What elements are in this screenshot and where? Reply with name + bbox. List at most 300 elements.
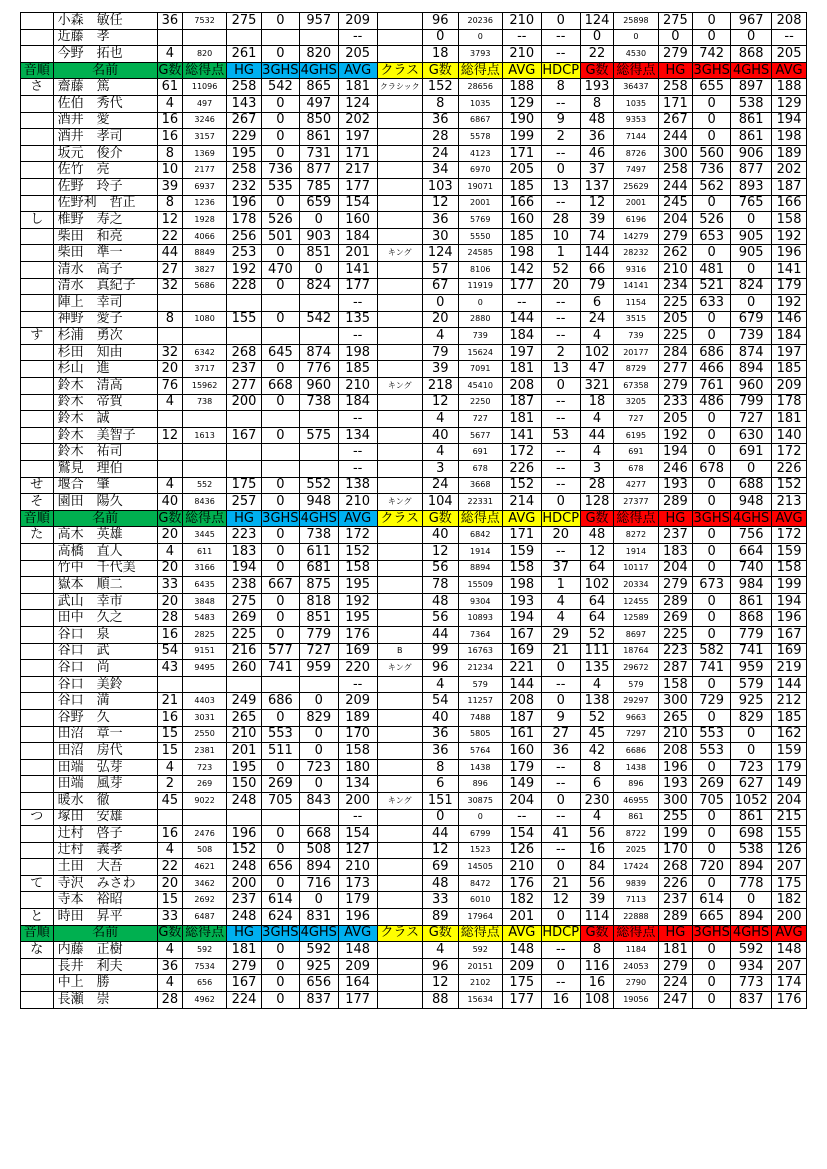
score-cell: 164: [338, 975, 377, 992]
score-cell: 177: [502, 992, 541, 1009]
score-cell: [377, 295, 422, 312]
score-cell: 205: [338, 46, 377, 63]
score-cell: 18: [580, 394, 614, 411]
kana-index: [21, 129, 54, 146]
score-cell: 21: [541, 643, 580, 660]
player-name: 佐野利 哲正: [53, 195, 157, 212]
player-name: 園田 陽久: [53, 494, 157, 511]
player-row: [21, 228, 807, 245]
score-cell: 16763: [458, 643, 502, 660]
score-cell: 194: [658, 444, 693, 461]
score-cell: 24585: [458, 245, 502, 262]
score-cell: 7534: [183, 958, 227, 975]
player-row: [21, 378, 807, 395]
score-cell: 28: [580, 477, 614, 494]
player-row: [21, 792, 807, 809]
player-name: 寺沢 みさわ: [53, 875, 157, 892]
score-cell: [377, 560, 422, 577]
score-cell: 785: [299, 178, 338, 195]
column-header: 3GHS: [693, 925, 730, 941]
score-cell: 861: [614, 809, 658, 826]
score-cell: 686: [693, 344, 731, 361]
score-cell: 258: [227, 79, 262, 96]
score-cell: 4: [157, 544, 182, 561]
score-cell: 0: [299, 212, 338, 229]
score-cell: 202: [772, 162, 807, 179]
kana-index: [21, 577, 54, 594]
score-cell: 11257: [458, 693, 502, 710]
score-cell: [157, 411, 182, 428]
score-cell: 12: [422, 975, 458, 992]
score-cell: 36: [157, 13, 182, 30]
score-cell: 691: [458, 444, 502, 461]
score-cell: 0: [541, 162, 580, 179]
score-cell: 84: [580, 859, 614, 876]
score-cell: 27377: [614, 494, 658, 511]
score-cell: 96: [422, 958, 458, 975]
score-cell: 7113: [614, 892, 658, 909]
score-cell: 0: [658, 29, 693, 46]
kana-index: [21, 643, 54, 660]
score-cell: 193: [658, 477, 693, 494]
score-cell: 0: [731, 261, 772, 278]
score-cell: 736: [261, 162, 299, 179]
score-cell: 4: [422, 676, 458, 693]
score-cell: 5805: [458, 726, 502, 743]
score-cell: 14505: [458, 859, 502, 876]
score-cell: 0: [693, 709, 731, 726]
score-cell: 7297: [614, 726, 658, 743]
score-cell: 178: [227, 212, 262, 229]
score-cell: 742: [693, 46, 731, 63]
score-cell: 6937: [183, 178, 227, 195]
score-cell: 210: [502, 859, 541, 876]
score-cell: 189: [772, 145, 807, 162]
score-cell: 196: [227, 826, 262, 843]
score-cell: 279: [658, 46, 693, 63]
player-row: [21, 444, 807, 461]
score-cell: 248: [227, 792, 262, 809]
player-name: 椎野 寿之: [53, 212, 157, 229]
score-cell: 245: [658, 195, 693, 212]
score-cell: 36: [422, 743, 458, 760]
player-row: [21, 958, 807, 975]
score-cell: クラシック: [377, 79, 422, 96]
score-cell: 22888: [614, 909, 658, 926]
player-row: [21, 759, 807, 776]
player-row: [21, 593, 807, 610]
score-cell: 181: [658, 942, 693, 959]
score-cell: 4: [422, 328, 458, 345]
score-cell: 28: [422, 129, 458, 146]
kana-index: さ: [21, 79, 54, 96]
score-cell: 160: [338, 212, 377, 229]
score-cell: 8: [157, 311, 182, 328]
score-cell: 8697: [614, 626, 658, 643]
score-cell: 300: [658, 145, 693, 162]
score-cell: 698: [731, 826, 772, 843]
score-cell: 12589: [614, 610, 658, 627]
score-cell: [183, 461, 227, 478]
column-header: AVG: [502, 925, 541, 942]
player-row: [21, 527, 807, 544]
player-row: [21, 112, 807, 129]
score-cell: [261, 29, 299, 46]
column-header: G数: [422, 510, 458, 527]
column-header: AVG: [772, 510, 807, 527]
score-cell: 0: [261, 842, 299, 859]
score-cell: 289: [658, 909, 693, 926]
score-cell: 202: [338, 112, 377, 129]
score-cell: [299, 461, 338, 478]
score-cell: 2825: [183, 626, 227, 643]
score-cell: [377, 228, 422, 245]
score-cell: --: [502, 295, 541, 312]
score-cell: 39: [580, 892, 614, 909]
score-cell: --: [502, 29, 541, 46]
score-cell: 267: [227, 112, 262, 129]
score-cell: 124: [580, 13, 614, 30]
score-cell: 205: [658, 311, 693, 328]
score-cell: 5550: [458, 228, 502, 245]
score-cell: 196: [227, 195, 262, 212]
score-cell: 218: [422, 378, 458, 395]
score-cell: 538: [731, 95, 772, 112]
score-cell: 868: [731, 610, 772, 627]
player-row: [21, 942, 807, 959]
score-cell: [377, 593, 422, 610]
score-cell: 765: [731, 195, 772, 212]
player-name: 柴田 準一: [53, 245, 157, 262]
score-cell: 179: [502, 759, 541, 776]
score-cell: 2550: [183, 726, 227, 743]
score-cell: 216: [227, 643, 262, 660]
score-cell: 185: [338, 361, 377, 378]
score-cell: 1523: [458, 842, 502, 859]
score-cell: 134: [338, 776, 377, 793]
score-cell: 209: [502, 958, 541, 975]
score-cell: 4: [157, 46, 182, 63]
player-row: [21, 859, 807, 876]
score-cell: [299, 809, 338, 826]
player-row: [21, 344, 807, 361]
score-cell: 30: [422, 228, 458, 245]
player-row: [21, 892, 807, 909]
score-cell: 237: [658, 892, 693, 909]
score-cell: 12: [580, 195, 614, 212]
score-cell: 20: [157, 527, 182, 544]
score-cell: 736: [693, 162, 731, 179]
score-cell: 624: [261, 909, 299, 926]
score-cell: 466: [693, 361, 731, 378]
score-cell: 6196: [614, 212, 658, 229]
score-cell: 226: [502, 461, 541, 478]
score-cell: 142: [502, 261, 541, 278]
score-cell: 5686: [183, 278, 227, 295]
score-cell: 196: [772, 610, 807, 627]
score-cell: 15: [157, 743, 182, 760]
player-row: [21, 46, 807, 63]
score-cell: 194: [227, 560, 262, 577]
score-cell: 0: [693, 610, 731, 627]
score-cell: 66: [580, 261, 614, 278]
player-row: [21, 461, 807, 478]
score-cell: 262: [658, 245, 693, 262]
score-cell: 172: [772, 527, 807, 544]
score-cell: 0: [261, 494, 299, 511]
score-cell: キング: [377, 660, 422, 677]
score-cell: 691: [614, 444, 658, 461]
score-cell: 192: [227, 261, 262, 278]
score-cell: [377, 95, 422, 112]
score-cell: 861: [731, 809, 772, 826]
score-cell: 960: [299, 378, 338, 395]
player-name: 塚田 安雄: [53, 809, 157, 826]
score-cell: 287: [658, 660, 693, 677]
player-name: 辻村 啓子: [53, 826, 157, 843]
score-cell: 5769: [458, 212, 502, 229]
score-cell: --: [541, 145, 580, 162]
score-cell: 167: [227, 975, 262, 992]
score-cell: 150: [227, 776, 262, 793]
score-cell: 13: [541, 361, 580, 378]
score-cell: 39: [422, 361, 458, 378]
score-cell: 16: [157, 626, 182, 643]
score-cell: 756: [731, 527, 772, 544]
score-cell: 739: [458, 328, 502, 345]
score-cell: [227, 295, 262, 312]
score-cell: --: [338, 411, 377, 428]
score-cell: 9839: [614, 875, 658, 892]
score-cell: 28656: [458, 79, 502, 96]
kana-index: [21, 13, 54, 30]
score-cell: 12: [422, 394, 458, 411]
score-cell: 6799: [458, 826, 502, 843]
score-cell: 0: [261, 626, 299, 643]
score-cell: 16: [580, 842, 614, 859]
player-row: [21, 494, 807, 511]
column-header: 総得点: [458, 510, 502, 527]
score-cell: --: [541, 776, 580, 793]
kana-index: [21, 344, 54, 361]
score-cell: 207: [772, 859, 807, 876]
score-cell: 579: [614, 676, 658, 693]
score-cell: 820: [299, 46, 338, 63]
score-cell: 226: [658, 875, 693, 892]
score-cell: 15509: [458, 577, 502, 594]
score-cell: 44: [422, 626, 458, 643]
score-cell: 0: [693, 444, 731, 461]
column-header: 音順: [21, 62, 54, 79]
player-row: [21, 261, 807, 278]
score-cell: 200: [227, 394, 262, 411]
kana-index: そ: [21, 494, 54, 511]
score-cell: 14141: [614, 278, 658, 295]
score-cell: 181: [338, 79, 377, 96]
score-cell: 0: [261, 958, 299, 975]
score-cell: 739: [614, 328, 658, 345]
score-cell: 269: [183, 776, 227, 793]
score-cell: 861: [731, 112, 772, 129]
score-cell: 210: [658, 726, 693, 743]
score-cell: 824: [731, 278, 772, 295]
score-cell: 212: [772, 693, 807, 710]
score-cell: 0: [693, 328, 731, 345]
score-cell: [377, 875, 422, 892]
score-cell: 99: [422, 643, 458, 660]
score-cell: 959: [299, 660, 338, 677]
score-cell: 0: [693, 842, 731, 859]
score-cell: 820: [183, 46, 227, 63]
score-cell: 0: [731, 295, 772, 312]
score-cell: 560: [693, 145, 731, 162]
score-cell: 0: [541, 13, 580, 30]
score-cell: 167: [502, 626, 541, 643]
score-cell: 184: [338, 228, 377, 245]
score-cell: [377, 709, 422, 726]
score-cell: [377, 145, 422, 162]
score-cell: 152: [502, 477, 541, 494]
score-cell: 731: [299, 145, 338, 162]
score-cell: 1052: [731, 792, 772, 809]
score-cell: [157, 295, 182, 312]
score-cell: 673: [693, 577, 731, 594]
kana-index: [21, 178, 54, 195]
score-cell: 727: [614, 411, 658, 428]
score-cell: [377, 958, 422, 975]
score-cell: 152: [227, 842, 262, 859]
score-cell: 875: [299, 577, 338, 594]
score-cell: 2: [541, 344, 580, 361]
score-cell: --: [338, 328, 377, 345]
score-cell: 0: [261, 311, 299, 328]
score-cell: 723: [299, 759, 338, 776]
score-cell: 248: [227, 909, 262, 926]
score-cell: 0: [693, 13, 731, 30]
score-cell: 741: [731, 643, 772, 660]
score-cell: 0: [693, 544, 731, 561]
score-cell: 861: [731, 129, 772, 146]
player-name: 酒井 愛: [53, 112, 157, 129]
score-cell: 6686: [614, 743, 658, 760]
score-cell: [157, 29, 182, 46]
score-cell: 171: [658, 95, 693, 112]
score-cell: 196: [772, 245, 807, 262]
score-cell: 269: [227, 610, 262, 627]
score-cell: 187: [502, 709, 541, 726]
player-row: [21, 278, 807, 295]
bowling-score-table: [20, 12, 807, 1009]
score-cell: [377, 842, 422, 859]
score-cell: 279: [658, 228, 693, 245]
score-cell: 3445: [183, 527, 227, 544]
score-cell: 2: [541, 129, 580, 146]
score-cell: 56: [580, 826, 614, 843]
score-cell: 727: [299, 643, 338, 660]
score-cell: 894: [299, 859, 338, 876]
score-cell: [299, 295, 338, 312]
score-cell: [377, 444, 422, 461]
score-cell: 868: [731, 46, 772, 63]
score-cell: 45: [157, 792, 182, 809]
kana-index: て: [21, 875, 54, 892]
score-cell: 269: [693, 776, 731, 793]
score-cell: 48: [580, 527, 614, 544]
score-cell: 678: [693, 461, 731, 478]
score-cell: 67: [422, 278, 458, 295]
score-cell: 33: [422, 892, 458, 909]
score-cell: [227, 411, 262, 428]
score-cell: 205: [658, 411, 693, 428]
score-cell: 64: [580, 610, 614, 627]
score-cell: 0: [693, 112, 731, 129]
score-cell: 686: [261, 693, 299, 710]
score-cell: 25898: [614, 13, 658, 30]
score-cell: 5578: [458, 129, 502, 146]
score-cell: 193: [502, 593, 541, 610]
score-cell: 154: [338, 195, 377, 212]
score-cell: 96: [422, 13, 458, 30]
score-cell: --: [541, 942, 580, 959]
score-cell: [183, 295, 227, 312]
player-name: 近藤 孝: [53, 29, 157, 46]
score-cell: 162: [772, 726, 807, 743]
kana-index: [21, 709, 54, 726]
score-cell: 851: [299, 610, 338, 627]
score-cell: 116: [580, 958, 614, 975]
score-cell: 656: [261, 859, 299, 876]
score-cell: 277: [227, 378, 262, 395]
score-cell: キング: [377, 245, 422, 262]
score-cell: 9151: [183, 643, 227, 660]
score-cell: [377, 178, 422, 195]
score-cell: 4: [580, 328, 614, 345]
kana-index: す: [21, 328, 54, 345]
score-cell: 200: [772, 909, 807, 926]
score-cell: --: [772, 29, 807, 46]
score-cell: 15: [157, 892, 182, 909]
score-cell: 0: [261, 527, 299, 544]
score-cell: 174: [772, 975, 807, 992]
score-cell: 727: [731, 411, 772, 428]
score-cell: --: [541, 759, 580, 776]
column-header: 総得点: [183, 62, 227, 79]
score-cell: [227, 461, 262, 478]
score-cell: 0: [261, 278, 299, 295]
score-cell: 249: [227, 693, 262, 710]
score-cell: 208: [502, 693, 541, 710]
score-cell: 691: [731, 444, 772, 461]
score-cell: --: [541, 411, 580, 428]
score-cell: 2790: [614, 975, 658, 992]
score-cell: 198: [772, 129, 807, 146]
score-cell: 723: [731, 759, 772, 776]
score-cell: 481: [693, 261, 731, 278]
score-cell: 67358: [614, 378, 658, 395]
score-cell: 177: [338, 178, 377, 195]
score-cell: 865: [299, 79, 338, 96]
score-cell: 0: [261, 129, 299, 146]
score-cell: 3031: [183, 709, 227, 726]
score-cell: 158: [772, 212, 807, 229]
score-cell: 255: [658, 809, 693, 826]
score-cell: 176: [502, 875, 541, 892]
kana-index: [21, 261, 54, 278]
score-cell: 27: [541, 726, 580, 743]
score-cell: 185: [502, 178, 541, 195]
score-cell: 199: [658, 826, 693, 843]
kana-index: [21, 975, 54, 992]
